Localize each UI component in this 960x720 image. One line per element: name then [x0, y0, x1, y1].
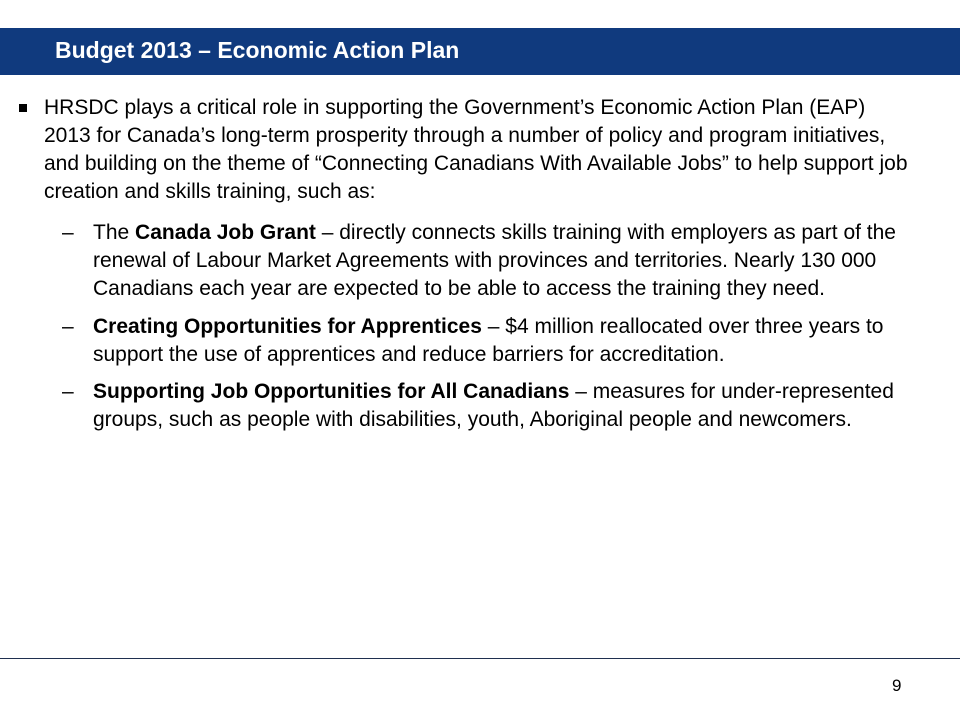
sub-bullet-all-canadians: [0, 378, 915, 434]
dash-marker: –: [62, 380, 74, 403]
sub-bullet-bold-term: Supporting Job Opportunities for All Canadians: [93, 380, 570, 403]
sub-bullet-text: – measures for under-represented groups, such as people with disabilities, youth, Aboriginal people and newcomers.: [93, 380, 894, 431]
slide-content: [0, 94, 960, 434]
square-bullet-icon: [19, 104, 27, 112]
dash-marker: –: [62, 315, 74, 338]
dash-marker: –: [62, 221, 74, 244]
sub-bullet-text: – directly connects skills training with employers as part of the renewal of Labour Market Agreements with provinces and territories. Nearly 130 000 Canadians each year are expected to be able to access the training they need.: [93, 221, 896, 300]
sub-bullet-bold-term: Creating Opportunities for Apprentices: [93, 315, 482, 338]
sub-bullet-apprentices: [0, 313, 915, 369]
slide-title: Budget 2013 – Economic Action Plan: [55, 37, 460, 63]
sub-bullet-text: – $4 million reallocated over three years to support the use of apprentices and reduce barriers for accreditation.: [93, 315, 884, 366]
sub-bullet-bold-term: Canada Job Grant: [135, 221, 316, 244]
page-number: 9: [892, 676, 902, 695]
title-bar: [0, 28, 960, 75]
sub-bullet-canada-job-grant: [0, 219, 915, 303]
sub-bullet-lead: The: [93, 221, 136, 244]
main-bullet-text: HRSDC plays a critical role in supporting the Government’s Economic Action Plan (EAP) 2013 for Canada’s long-term prosperity through a number of policy and program initiatives, and building on the theme of “Connecting Canadians With Available Jobs” to help support job creation and skills training, such as:: [44, 96, 908, 203]
footer-divider: [0, 658, 960, 659]
main-bullet: [0, 94, 914, 206]
